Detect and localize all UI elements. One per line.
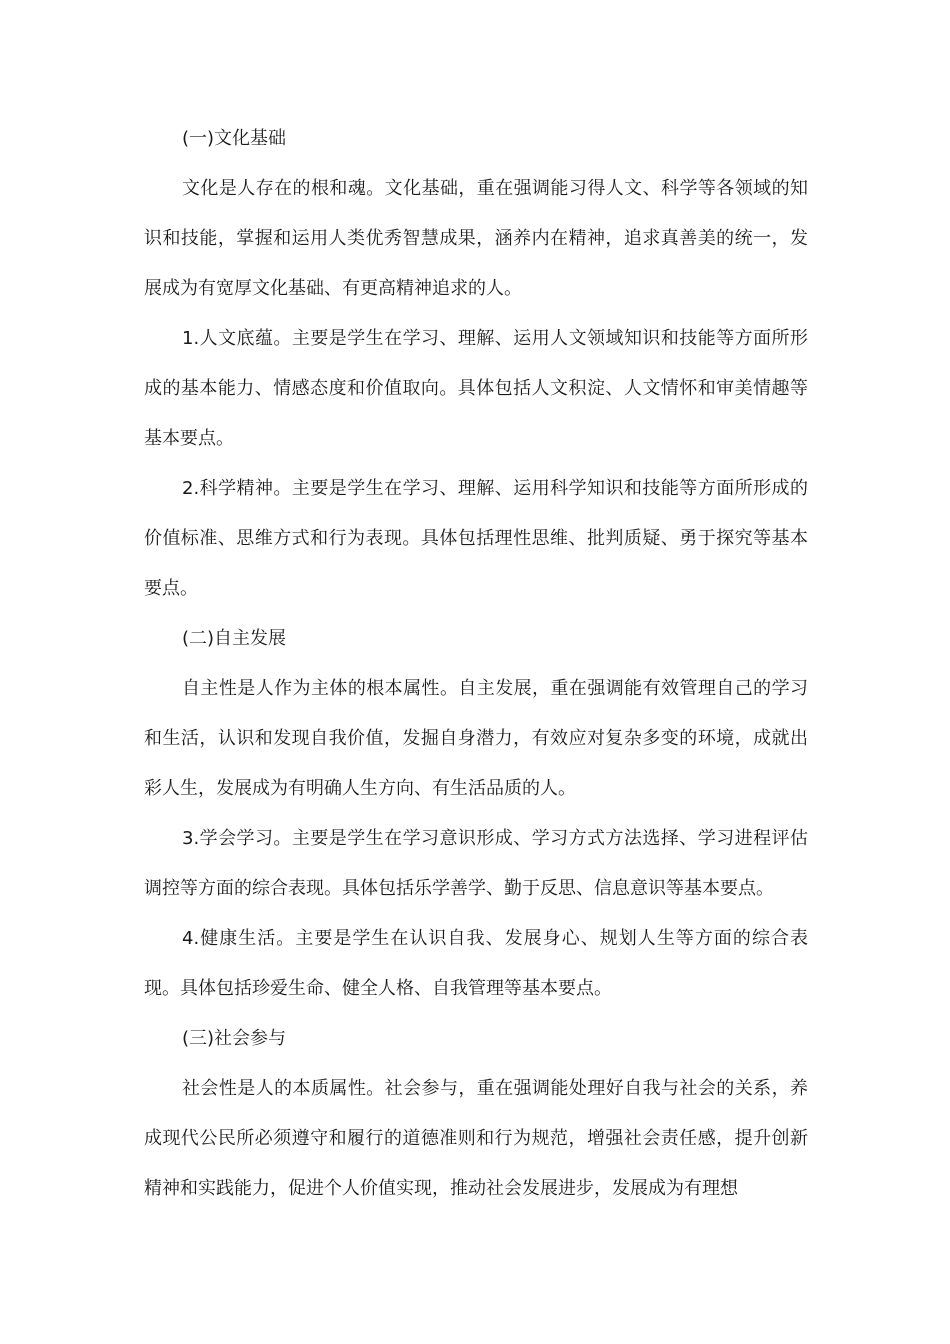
paragraph-science-spirit: 2.科学精神。主要是学生在学习、理解、运用科学知识和技能等方面所形成的价值标准、思维方式和行为表现。具体包括理性思维、批判质疑、勇于探究等基本要点。: [144, 478, 808, 599]
paragraph-autonomy-intro: 自主性是人作为主体的根本属性。自主发展，重在强调能有效管理自己的学习和生活，认识和发现自我价值，发掘自身潜力，有效应对复杂多变的环境，成就出彩人生，发展成为有明确人生方向、有生活品质的人。: [144, 678, 808, 799]
paragraph-humanities: 1.人文底蕴。主要是学生在学习、理解、运用人文领域知识和技能等方面所形成的基本能力、情感态度和价值取向。具体包括人文积淀、人文情怀和审美情趣等基本要点。: [144, 328, 808, 449]
section-heading-culture: (一)文化基础: [182, 128, 287, 149]
document-body: [144, 114, 808, 1214]
section-heading-social: (三)社会参与: [182, 1028, 287, 1049]
paragraph-social-intro: 社会性是人的本质属性。社会参与，重在强调能处理好自我与社会的关系，养成现代公民所必须遵守和履行的道德准则和行为规范，增强社会责任感，提升创新精神和实践能力，促进个人价值实现，推动社会发展进步，发展成为有理想: [144, 1078, 808, 1199]
paragraph-learning: 3.学会学习。主要是学生在学习意识形成、学习方式方法选择、学习进程评估调控等方面的综合表现。具体包括乐学善学、勤于反思、信息意识等基本要点。: [144, 828, 808, 899]
paragraph-culture-intro: 文化是人存在的根和魂。文化基础，重在强调能习得人文、科学等各领域的知识和技能，掌握和运用人类优秀智慧成果，涵养内在精神，追求真善美的统一，发展成为有宽厚文化基础、有更高精神追求的人。: [144, 178, 808, 299]
paragraph-healthy-living: 4.健康生活。主要是学生在认识自我、发展身心、规划人生等方面的综合表现。具体包括珍爱生命、健全人格、自我管理等基本要点。: [144, 928, 808, 999]
section-heading-autonomy: (二)自主发展: [182, 628, 287, 649]
